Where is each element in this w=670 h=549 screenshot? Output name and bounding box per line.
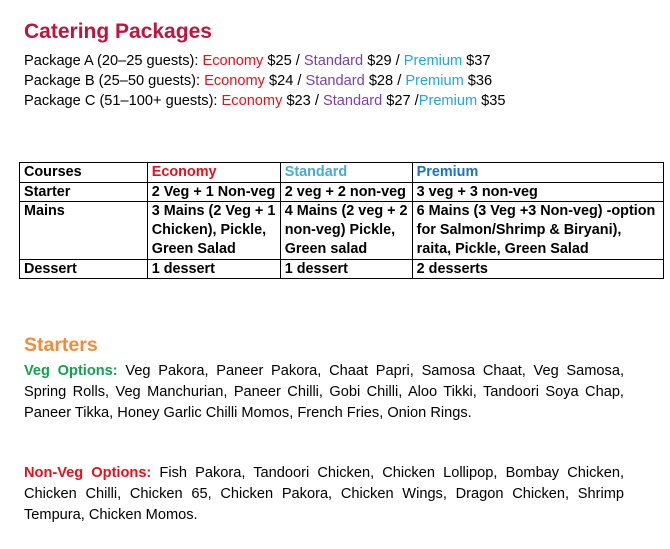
economy-name: Economy [204, 73, 265, 89]
standard-price: $28 [364, 73, 394, 89]
table-cell: Starter [20, 182, 148, 202]
header-courses: Courses [20, 163, 148, 183]
table-cell: 2 Veg + 1 Non-veg [147, 182, 280, 202]
economy-name: Economy [202, 53, 264, 69]
package-line-c [24, 91, 650, 111]
package-line-b [24, 71, 650, 91]
package-label: Package A (20–25 guests): [24, 53, 203, 69]
economy-price: $25 [263, 53, 292, 69]
premium-name: Premium [405, 73, 464, 89]
economy-price: $24 [264, 73, 294, 89]
premium-price: $36 [463, 73, 493, 89]
economy-price: $23 [282, 93, 311, 109]
standard-name: Standard [303, 53, 364, 69]
table-cell: Mains [20, 202, 148, 259]
economy-name: Economy [221, 93, 283, 109]
table-cell: 1 dessert [280, 259, 412, 279]
nonveg-options-label: Non-Veg Options: [24, 465, 152, 481]
separator: / [310, 93, 323, 109]
table-row [20, 259, 664, 279]
premium-price: $37 [462, 53, 491, 69]
document-page [24, 18, 656, 523]
standard-name: Standard [322, 93, 383, 109]
nonveg-options-text: Fish Pakora, Tandoori Chicken, Chicken Lollipop, Bombay Chicken, Chicken Chilli, Chicken 65, Chicken Pakora, Chicken Wings, Dragon Chicken, Shrimp Tempura, Chicken Momos. [24, 465, 624, 523]
separator: / [391, 53, 404, 69]
table-cell: Dessert [20, 259, 148, 279]
package-label: Package C (51–100+ guests): [24, 93, 222, 109]
premium-name: Premium [403, 53, 463, 69]
package-line-a [24, 51, 650, 71]
premium-name: Premium [418, 93, 478, 109]
table-cell: 3 Mains (2 Veg + 1 Chicken), Pickle, Green Salad [147, 202, 280, 259]
header-economy: Economy [147, 163, 280, 183]
table-header-row [20, 163, 664, 183]
separator: / [410, 93, 419, 109]
table-row [20, 202, 664, 259]
package-list [24, 51, 650, 111]
starters-heading: Starters [24, 334, 98, 356]
table-cell: 2 veg + 2 non-veg [280, 182, 412, 202]
header-standard: Standard [280, 163, 412, 183]
table-cell: 4 Mains (2 veg + 2 non-veg) Pickle, Green salad [280, 202, 412, 259]
veg-options-label: Veg Options: [24, 363, 118, 379]
nonveg-options-paragraph [24, 463, 624, 526]
separator: / [291, 53, 304, 69]
table-cell: 1 dessert [147, 259, 280, 279]
separator: / [393, 73, 406, 89]
veg-options-text: Veg Pakora, Paneer Pakora, Chaat Papri, Samosa Chaat, Veg Samosa, Spring Rolls, Veg Manchurian, Paneer Chilli, Gobi Chilli, Aloo Tikki, Tandoori Soya Chap, Paneer Tikka, Honey Garlic Chilli Momos, French Fries, Onion Rings. [24, 363, 624, 421]
premium-price: $35 [477, 93, 506, 109]
table-row [20, 182, 664, 202]
page-title: Catering Packages [24, 20, 212, 43]
separator: / [293, 73, 306, 89]
standard-price: $27 [382, 93, 411, 109]
table-cell: 3 veg + 3 non-veg [412, 182, 663, 202]
package-label: Package B (25–50 guests): [24, 73, 205, 89]
courses-table [19, 162, 664, 279]
standard-price: $29 [363, 53, 392, 69]
table-cell: 2 desserts [412, 259, 663, 279]
veg-options-paragraph [24, 361, 624, 424]
table-cell: 6 Mains (3 Veg +3 Non-veg) -option for Salmon/Shrimp & Biryani), raita, Pickle, Green Salad [412, 202, 663, 259]
standard-name: Standard [305, 73, 365, 89]
header-premium: Premium [412, 163, 663, 183]
